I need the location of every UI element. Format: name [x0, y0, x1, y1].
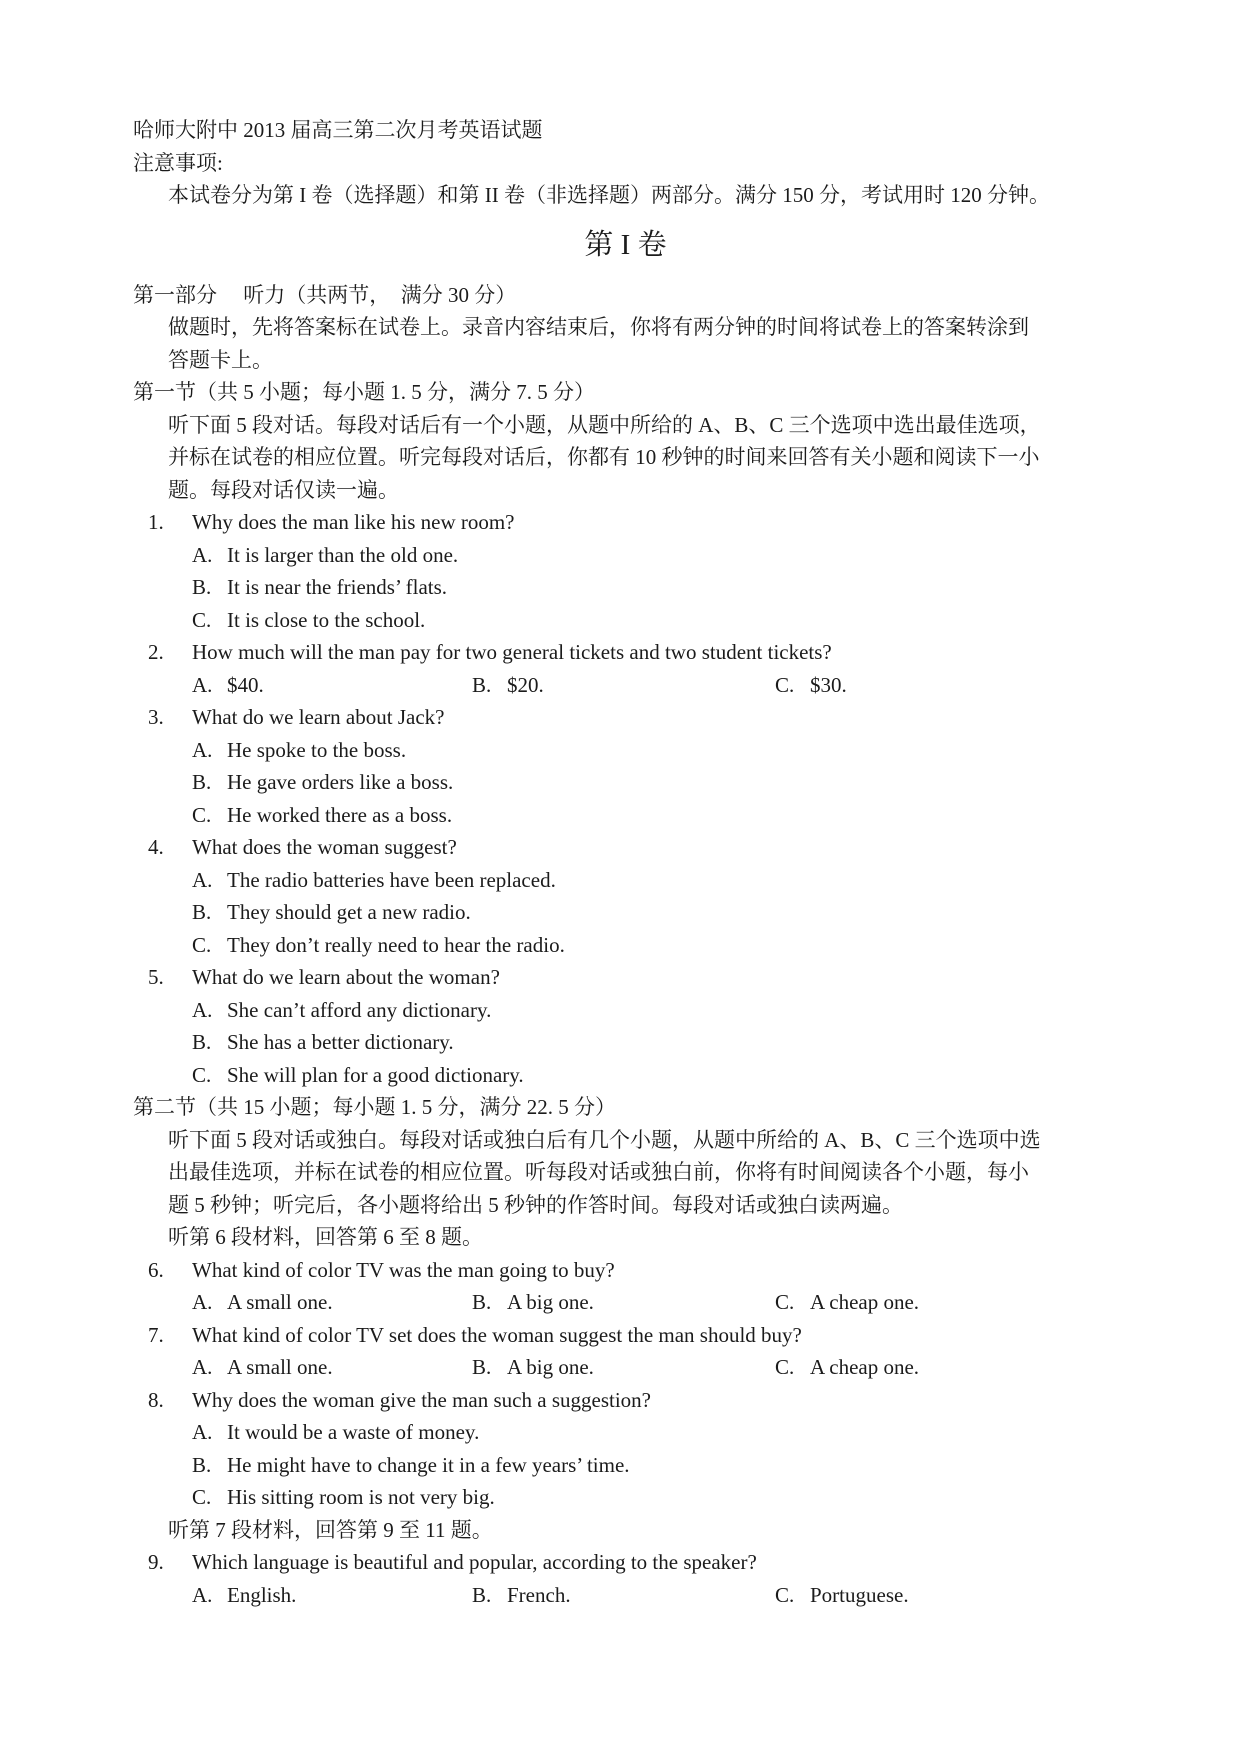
question-9-options-c-text: Portuguese.	[810, 1582, 909, 1607]
question-4-option-c	[133, 929, 1118, 962]
question-7-options-c-letter: C.	[775, 1355, 795, 1379]
question-3	[133, 701, 1118, 734]
question-3-option-a	[133, 734, 1118, 767]
question-9-options-b	[472, 1579, 775, 1612]
question-6-options-b-text: A big one.	[507, 1290, 594, 1314]
question-6-options-b-letter: B.	[472, 1290, 492, 1314]
question-2	[133, 636, 1118, 669]
question-2-options	[133, 669, 1118, 702]
question-9-options-a	[192, 1579, 472, 1612]
question-2-options-a-text: $40.	[227, 672, 264, 697]
question-3-option-c-letter: C.	[192, 802, 212, 827]
question-6-options	[133, 1286, 1118, 1319]
question-9-number: 9.	[148, 1550, 164, 1574]
question-4-number: 4.	[148, 835, 164, 859]
question-2-options-b	[472, 669, 775, 702]
question-8-option-c-text: His sitting room is not very big.	[227, 1485, 495, 1509]
question-1-option-a	[133, 539, 1118, 572]
section-2-instructions-line-3: 题 5 秒钟；听完后，各小题将给出 5 秒钟的作答时间。每段对话或独白读两遍。	[168, 1192, 903, 1217]
question-8-option-b-letter: B.	[192, 1452, 212, 1477]
question-5-option-b-text: She has a better dictionary.	[227, 1030, 454, 1054]
question-7-options-b	[472, 1351, 775, 1384]
question-3-option-c	[133, 799, 1118, 832]
question-4-option-c-letter: C.	[192, 932, 212, 957]
question-5-text: What do we learn about the woman?	[192, 965, 500, 989]
question-4-option-a	[133, 864, 1118, 897]
question-4-option-a-text: The radio batteries have been replaced.	[227, 867, 556, 892]
document-content	[133, 114, 1118, 1611]
notice-text: 本试卷分为第 I 卷（选择题）和第 II 卷（非选择题）两部分。满分 150 分，考试用时 120 分钟。	[168, 183, 1050, 207]
question-1-option-b	[133, 571, 1118, 604]
question-7	[133, 1319, 1118, 1352]
question-5-option-a-text: She can’t afford any dictionary.	[227, 997, 492, 1022]
question-6-options-c-text: A cheap one.	[810, 1290, 920, 1314]
question-6-options-a	[192, 1286, 472, 1319]
question-6-options-c	[775, 1286, 1118, 1319]
section-1-heading: 第一节（共 5 小题；每小题 1. 5 分，满分 7. 5 分）	[133, 380, 595, 404]
question-9-options-b-text: French.	[507, 1582, 571, 1607]
question-3-option-a-letter: A.	[192, 737, 213, 762]
question-8-option-c-letter: C.	[192, 1485, 212, 1509]
question-3-number: 3.	[148, 705, 164, 729]
question-4-option-b-letter: B.	[192, 900, 212, 924]
question-2-options-b-text: $20.	[507, 672, 544, 697]
question-4	[133, 831, 1118, 864]
question-7-options-a-letter: A.	[192, 1355, 213, 1379]
question-1-text: Why does the man like his new room?	[192, 510, 515, 534]
question-8-option-c	[133, 1481, 1118, 1514]
question-3-option-b-text: He gave orders like a boss.	[227, 770, 454, 794]
question-3-option-b	[133, 766, 1118, 799]
question-8-number: 8.	[148, 1387, 164, 1412]
question-9-options-b-letter: B.	[472, 1582, 492, 1607]
question-7-options-a-text: A small one.	[227, 1355, 333, 1379]
question-8-option-b	[133, 1449, 1118, 1482]
question-9-options-c	[775, 1579, 1118, 1612]
question-2-options-c-text: $30.	[810, 672, 847, 697]
question-8-option-a-text: It would be a waste of money.	[227, 1420, 480, 1444]
question-7-text: What kind of color TV set does the woman suggest the man should buy?	[192, 1322, 802, 1347]
question-9-options-c-letter: C.	[775, 1582, 795, 1607]
material-7-note: 听第 7 段材料，回答第 9 至 11 题。	[168, 1517, 493, 1542]
question-1-option-c-letter: C.	[192, 607, 212, 632]
question-7-options	[133, 1351, 1118, 1384]
question-2-text: How much will the man pay for two general tickets and two student tickets?	[192, 640, 832, 664]
question-8-option-a-letter: A.	[192, 1420, 213, 1444]
question-7-options-b-text: A big one.	[507, 1355, 594, 1379]
question-1-option-c-text: It is close to the school.	[227, 607, 426, 632]
question-3-option-b-letter: B.	[192, 770, 212, 794]
section-2-heading: 第二节（共 15 小题；每小题 1. 5 分，满分 22. 5 分）	[133, 1095, 616, 1119]
section-2-instructions-line-2: 出最佳选项，并标在试卷的相应位置。听每段对话或独白前，你将有时间阅读各个小题，每小	[168, 1160, 1029, 1184]
question-8-option-b-text: He might have to change it in a few years’ time.	[227, 1452, 630, 1477]
question-5-option-b	[133, 1026, 1118, 1059]
question-9-text: Which language is beautiful and popular, according to the speaker?	[192, 1550, 757, 1574]
question-1	[133, 506, 1118, 539]
question-9	[133, 1546, 1118, 1579]
question-3-option-c-text: He worked there as a boss.	[227, 802, 453, 827]
question-6-options-b	[472, 1286, 775, 1319]
part-1-heading: 第一部分 听力（共两节， 满分 30 分）	[133, 282, 517, 307]
question-7-options-a	[192, 1351, 472, 1384]
section-1-instructions-line-2: 并标在试卷的相应位置。听完每段对话后，你都有 10 秒钟的时间来回答有关小题和阅读下一小	[168, 445, 1040, 469]
question-2-options-a-letter: A.	[192, 672, 213, 697]
question-6-number: 6.	[148, 1257, 164, 1282]
question-3-option-a-text: He spoke to the boss.	[227, 737, 407, 762]
question-7-options-c-text: A cheap one.	[810, 1355, 920, 1379]
material-6-note: 听第 6 段材料，回答第 6 至 8 题。	[168, 1225, 483, 1249]
question-8-text: Why does the woman give the man such a suggestion?	[192, 1387, 651, 1412]
question-5-option-c-text: She will plan for a good dictionary.	[227, 1062, 524, 1087]
question-4-option-b-text: They should get a new radio.	[227, 900, 471, 924]
question-5-option-a	[133, 994, 1118, 1027]
question-6	[133, 1254, 1118, 1287]
question-1-number: 1.	[148, 510, 164, 534]
question-1-option-a-text: It is larger than the old one.	[227, 542, 459, 567]
question-2-options-a	[192, 669, 472, 702]
question-1-option-a-letter: A.	[192, 542, 213, 567]
question-6-text: What kind of color TV was the man going to buy?	[192, 1257, 615, 1282]
question-2-options-c-letter: C.	[775, 672, 795, 697]
question-6-options-c-letter: C.	[775, 1290, 795, 1314]
question-7-options-b-letter: B.	[472, 1355, 492, 1379]
listening-instructions-line-1: 做题时，先将答案标在试卷上。录音内容结束后，你将有两分钟的时间将试卷上的答案转涂到	[168, 315, 1029, 339]
question-5-option-a-letter: A.	[192, 997, 213, 1022]
question-2-options-b-letter: B.	[472, 672, 492, 697]
question-2-number: 2.	[148, 640, 164, 664]
question-9-options-a-text: English.	[227, 1582, 297, 1607]
section-2-instructions-line-1: 听下面 5 段对话或独白。每段对话或独白后有几个小题，从题中所给的 A、B、C 三个选项中选	[168, 1127, 1041, 1152]
section-1-instructions-line-3: 题。每段对话仅读一遍。	[168, 477, 399, 502]
question-4-text: What does the woman suggest?	[192, 835, 457, 859]
question-1-option-b-letter: B.	[192, 575, 212, 599]
question-9-options	[133, 1579, 1118, 1612]
question-4-option-c-text: They don’t really need to hear the radio.	[227, 932, 565, 957]
volume-1-title: 第 I 卷	[584, 228, 667, 261]
section-1-instructions-line-1: 听下面 5 段对话。每段对话后有一个小题，从题中所给的 A、B、C 三个选项中选出最佳选项，	[168, 412, 1041, 437]
question-8	[133, 1384, 1118, 1417]
question-3-text: What do we learn about Jack?	[192, 705, 445, 729]
notice-label: 注意事项:	[133, 150, 223, 175]
question-5-option-c	[133, 1059, 1118, 1092]
question-1-option-b-text: It is near the friends’ flats.	[227, 575, 448, 599]
question-7-options-c	[775, 1351, 1118, 1384]
question-6-options-a-text: A small one.	[227, 1290, 333, 1314]
question-5-option-c-letter: C.	[192, 1062, 212, 1087]
listening-instructions-line-2: 答题卡上。	[168, 347, 273, 372]
question-5-option-b-letter: B.	[192, 1030, 212, 1054]
doc-title: 哈师大附中 2013 届高三第二次月考英语试题	[133, 118, 543, 142]
question-7-number: 7.	[148, 1322, 164, 1347]
question-5-number: 5.	[148, 965, 164, 989]
question-8-option-a	[133, 1416, 1118, 1449]
question-5	[133, 961, 1118, 994]
question-9-options-a-letter: A.	[192, 1582, 213, 1607]
question-1-option-c	[133, 604, 1118, 637]
question-4-option-a-letter: A.	[192, 867, 213, 892]
question-4-option-b	[133, 896, 1118, 929]
question-2-options-c	[775, 669, 1118, 702]
question-6-options-a-letter: A.	[192, 1290, 213, 1314]
